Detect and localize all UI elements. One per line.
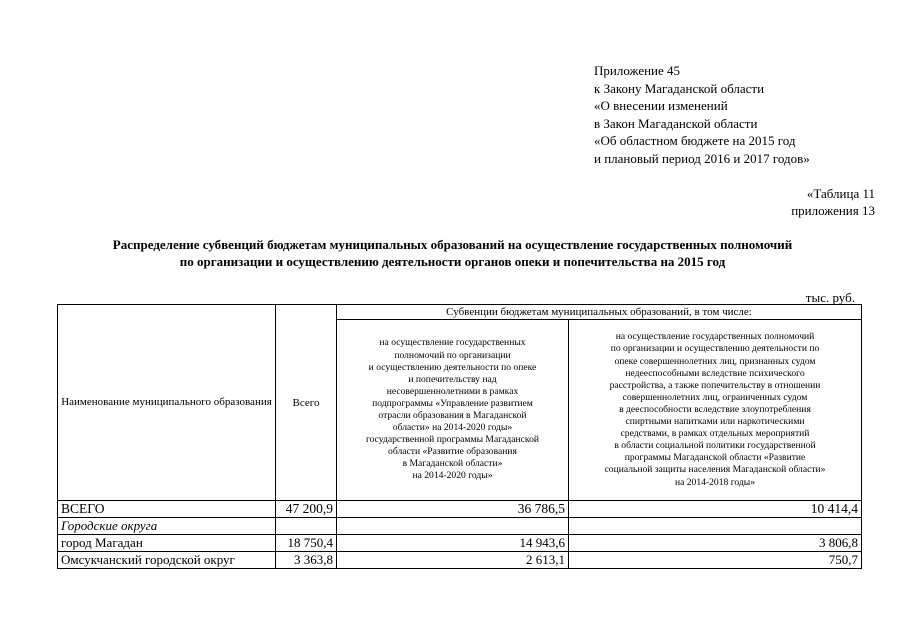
header-group: Субвенции бюджетам муниципальных образований, в том числе:	[337, 305, 862, 320]
header-row-top	[58, 305, 862, 320]
cell-empty	[276, 518, 337, 535]
annex-header	[594, 62, 810, 167]
table-ref-line: «Таблица 11	[806, 186, 875, 201]
cell-empty	[337, 518, 569, 535]
annex-line: «О внесении изменений	[594, 98, 728, 113]
title-line: по организации и осуществлению деятельности органов опеки и попечительства на 2015 год	[179, 254, 726, 269]
table-reference	[791, 185, 875, 219]
cell-name: город Магадан	[58, 535, 276, 552]
cell-c2: 10 414,4	[569, 501, 862, 518]
cell-total: 18 750,4	[276, 535, 337, 552]
cell-total: 47 200,9	[276, 501, 337, 518]
cell-c1: 2 613,1	[337, 552, 569, 569]
header-col-guardianship-adults: на осуществление государственных полномочий по организации и осуществлению деятельности по опеке совершеннолетних лиц, признанных судом недееспособными вследствие психического расстройства, а также попечительству в отношении совершеннолетних лиц, ограниченных судом в дееспособности вследствие злоупотребления спиртными напитками или наркотическими средствами, в рамках отдельных мероприятий в области социальной политики государственной программы Магаданской области «Развитие социальной защиты населения Магаданской области» на 2014-2018 годы»	[569, 320, 862, 501]
annex-line: в Закон Магаданской области	[594, 115, 758, 131]
table-row-section	[58, 518, 862, 535]
table-row	[58, 535, 862, 552]
document-title	[30, 236, 875, 270]
title-line: Распределение субвенций бюджетам муниципальных образований на осуществление государственных полномочий	[112, 237, 793, 252]
annex-line: «Об областном бюджете на 2015 год	[594, 133, 796, 148]
table-ref-line: приложения 13	[791, 203, 875, 218]
cell-c1: 36 786,5	[337, 501, 569, 518]
cell-c1: 14 943,6	[337, 535, 569, 552]
table-row-total	[58, 501, 862, 518]
subventions-table	[57, 304, 862, 569]
header-name: Наименование муниципального образования	[58, 305, 276, 501]
cell-c2: 750,7	[569, 552, 862, 569]
header-total: Всего	[276, 305, 337, 501]
cell-c2: 3 806,8	[569, 535, 862, 552]
annex-line: и плановый период 2016 и 2017 годов»	[594, 150, 810, 166]
cell-section-name: Городские округа	[58, 518, 276, 535]
header-col-guardianship-minors: на осуществление государственных полномочий по организации и осуществлению деятельности по опеке и попечительству над несовершеннолетними в рамках подпрограммы «Управление развитием отрасли образования в Магаданской области» на 2014-2020 годы» государственной программы Магаданской области «Развитие образования в Магаданской области» на 2014-2020 годы»	[337, 320, 569, 501]
cell-name: Омсукчанский городской округ	[58, 552, 276, 569]
cell-name: ВСЕГО	[58, 501, 276, 518]
annex-line: к Закону Магаданской области	[594, 80, 765, 96]
units-label: тыс. руб.	[805, 290, 855, 305]
cell-total: 3 363,8	[276, 552, 337, 569]
table-row	[58, 552, 862, 569]
cell-empty	[569, 518, 862, 535]
annex-line: Приложение 45	[594, 63, 681, 78]
